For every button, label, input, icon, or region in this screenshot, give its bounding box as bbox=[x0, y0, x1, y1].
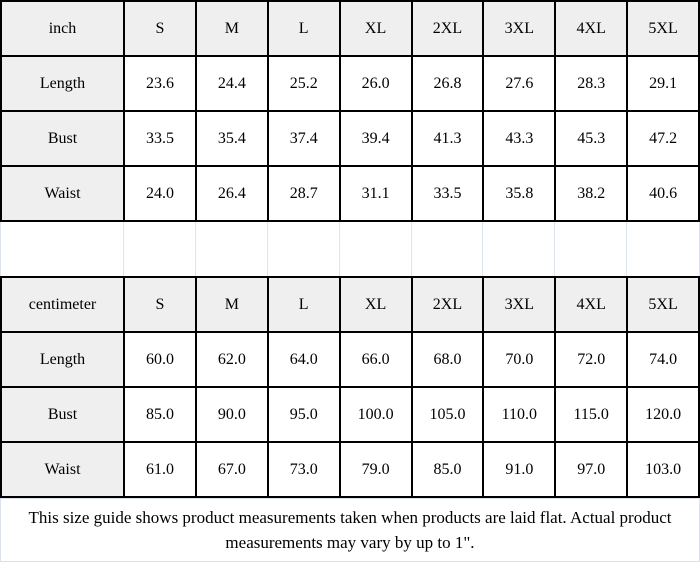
measurement-value-cell: 26.0 bbox=[340, 56, 412, 111]
measurement-value-cell: 64.0 bbox=[268, 332, 340, 387]
measurement-value-cell: 91.0 bbox=[483, 442, 555, 497]
size-header-cell: 3XL bbox=[483, 277, 555, 332]
measurement-label-cell: Waist bbox=[1, 442, 124, 497]
size-header-cell: M bbox=[196, 1, 268, 56]
measurement-value-cell: 38.2 bbox=[555, 166, 627, 221]
measurement-row bbox=[1, 442, 699, 497]
size-header-cell: L bbox=[268, 277, 340, 332]
measurement-value-cell: 23.6 bbox=[124, 56, 196, 111]
measurement-row bbox=[1, 332, 699, 387]
spacer-cell bbox=[268, 222, 340, 276]
measurement-value-cell: 27.6 bbox=[483, 56, 555, 111]
size-header-cell: 3XL bbox=[483, 1, 555, 56]
measurement-value-cell: 100.0 bbox=[340, 387, 412, 442]
measurement-value-cell: 28.7 bbox=[268, 166, 340, 221]
size-header-cell: S bbox=[124, 277, 196, 332]
size-header-cell: 4XL bbox=[555, 1, 627, 56]
unit-label-cell: centimeter bbox=[1, 277, 124, 332]
measurement-row bbox=[1, 111, 699, 166]
measurement-value-cell: 37.4 bbox=[268, 111, 340, 166]
measurement-value-cell: 43.3 bbox=[483, 111, 555, 166]
measurement-value-cell: 68.0 bbox=[412, 332, 484, 387]
measurement-value-cell: 95.0 bbox=[268, 387, 340, 442]
measurement-value-cell: 74.0 bbox=[627, 332, 699, 387]
measurement-label-cell: Waist bbox=[1, 166, 124, 221]
measurement-value-cell: 73.0 bbox=[268, 442, 340, 497]
spacer-cell bbox=[627, 222, 699, 276]
measurement-row bbox=[1, 387, 699, 442]
spacer-cell bbox=[196, 222, 268, 276]
measurement-value-cell: 90.0 bbox=[196, 387, 268, 442]
measurement-row bbox=[1, 56, 699, 111]
measurement-value-cell: 24.0 bbox=[124, 166, 196, 221]
size-header-cell: 2XL bbox=[412, 277, 484, 332]
measurement-value-cell: 26.4 bbox=[196, 166, 268, 221]
measurement-value-cell: 85.0 bbox=[124, 387, 196, 442]
size-header-cell: XL bbox=[340, 1, 412, 56]
measurement-value-cell: 105.0 bbox=[412, 387, 484, 442]
measurement-value-cell: 33.5 bbox=[124, 111, 196, 166]
measurement-value-cell: 40.6 bbox=[627, 166, 699, 221]
measurement-value-cell: 45.3 bbox=[555, 111, 627, 166]
measurement-value-cell: 47.2 bbox=[627, 111, 699, 166]
measurement-value-cell: 35.8 bbox=[483, 166, 555, 221]
measurement-value-cell: 26.8 bbox=[412, 56, 484, 111]
table-spacer bbox=[0, 222, 700, 276]
spacer-cell bbox=[124, 222, 196, 276]
unit-label-cell: inch bbox=[1, 1, 124, 56]
size-header-row bbox=[1, 277, 699, 332]
measurement-label-cell: Length bbox=[1, 56, 124, 111]
size-table-centimeter bbox=[0, 276, 700, 498]
size-header-cell: S bbox=[124, 1, 196, 56]
size-header-cell: 4XL bbox=[555, 277, 627, 332]
spacer-cell bbox=[1, 222, 124, 276]
size-table-inch bbox=[0, 0, 700, 222]
measurement-value-cell: 39.4 bbox=[340, 111, 412, 166]
measurement-value-cell: 110.0 bbox=[483, 387, 555, 442]
measurement-value-cell: 67.0 bbox=[196, 442, 268, 497]
measurement-value-cell: 24.4 bbox=[196, 56, 268, 111]
spacer-cell bbox=[412, 222, 484, 276]
spacer-cell bbox=[483, 222, 555, 276]
measurement-value-cell: 103.0 bbox=[627, 442, 699, 497]
measurement-value-cell: 41.3 bbox=[412, 111, 484, 166]
measurement-value-cell: 79.0 bbox=[340, 442, 412, 497]
size-header-cell: 5XL bbox=[627, 277, 699, 332]
measurement-value-cell: 25.2 bbox=[268, 56, 340, 111]
spacer-cell bbox=[340, 222, 412, 276]
measurement-value-cell: 120.0 bbox=[627, 387, 699, 442]
measurement-value-cell: 62.0 bbox=[196, 332, 268, 387]
size-header-cell: 2XL bbox=[412, 1, 484, 56]
size-guide-note: This size guide shows product measurements taken when products are laid flat. Actual product measurements may vary by up to 1". bbox=[0, 498, 700, 562]
measurement-value-cell: 28.3 bbox=[555, 56, 627, 111]
size-header-cell: L bbox=[268, 1, 340, 56]
measurement-value-cell: 61.0 bbox=[124, 442, 196, 497]
measurement-value-cell: 31.1 bbox=[340, 166, 412, 221]
measurement-label-cell: Bust bbox=[1, 111, 124, 166]
measurement-value-cell: 97.0 bbox=[555, 442, 627, 497]
measurement-label-cell: Bust bbox=[1, 387, 124, 442]
measurement-value-cell: 33.5 bbox=[412, 166, 484, 221]
measurement-value-cell: 115.0 bbox=[555, 387, 627, 442]
measurement-label-cell: Length bbox=[1, 332, 124, 387]
measurement-row bbox=[1, 166, 699, 221]
spacer-cell bbox=[555, 222, 627, 276]
measurement-value-cell: 29.1 bbox=[627, 56, 699, 111]
measurement-value-cell: 66.0 bbox=[340, 332, 412, 387]
measurement-value-cell: 72.0 bbox=[555, 332, 627, 387]
size-header-cell: M bbox=[196, 277, 268, 332]
measurement-value-cell: 60.0 bbox=[124, 332, 196, 387]
measurement-value-cell: 70.0 bbox=[483, 332, 555, 387]
size-header-row bbox=[1, 1, 699, 56]
size-header-cell: XL bbox=[340, 277, 412, 332]
measurement-value-cell: 35.4 bbox=[196, 111, 268, 166]
measurement-value-cell: 85.0 bbox=[412, 442, 484, 497]
size-header-cell: 5XL bbox=[627, 1, 699, 56]
